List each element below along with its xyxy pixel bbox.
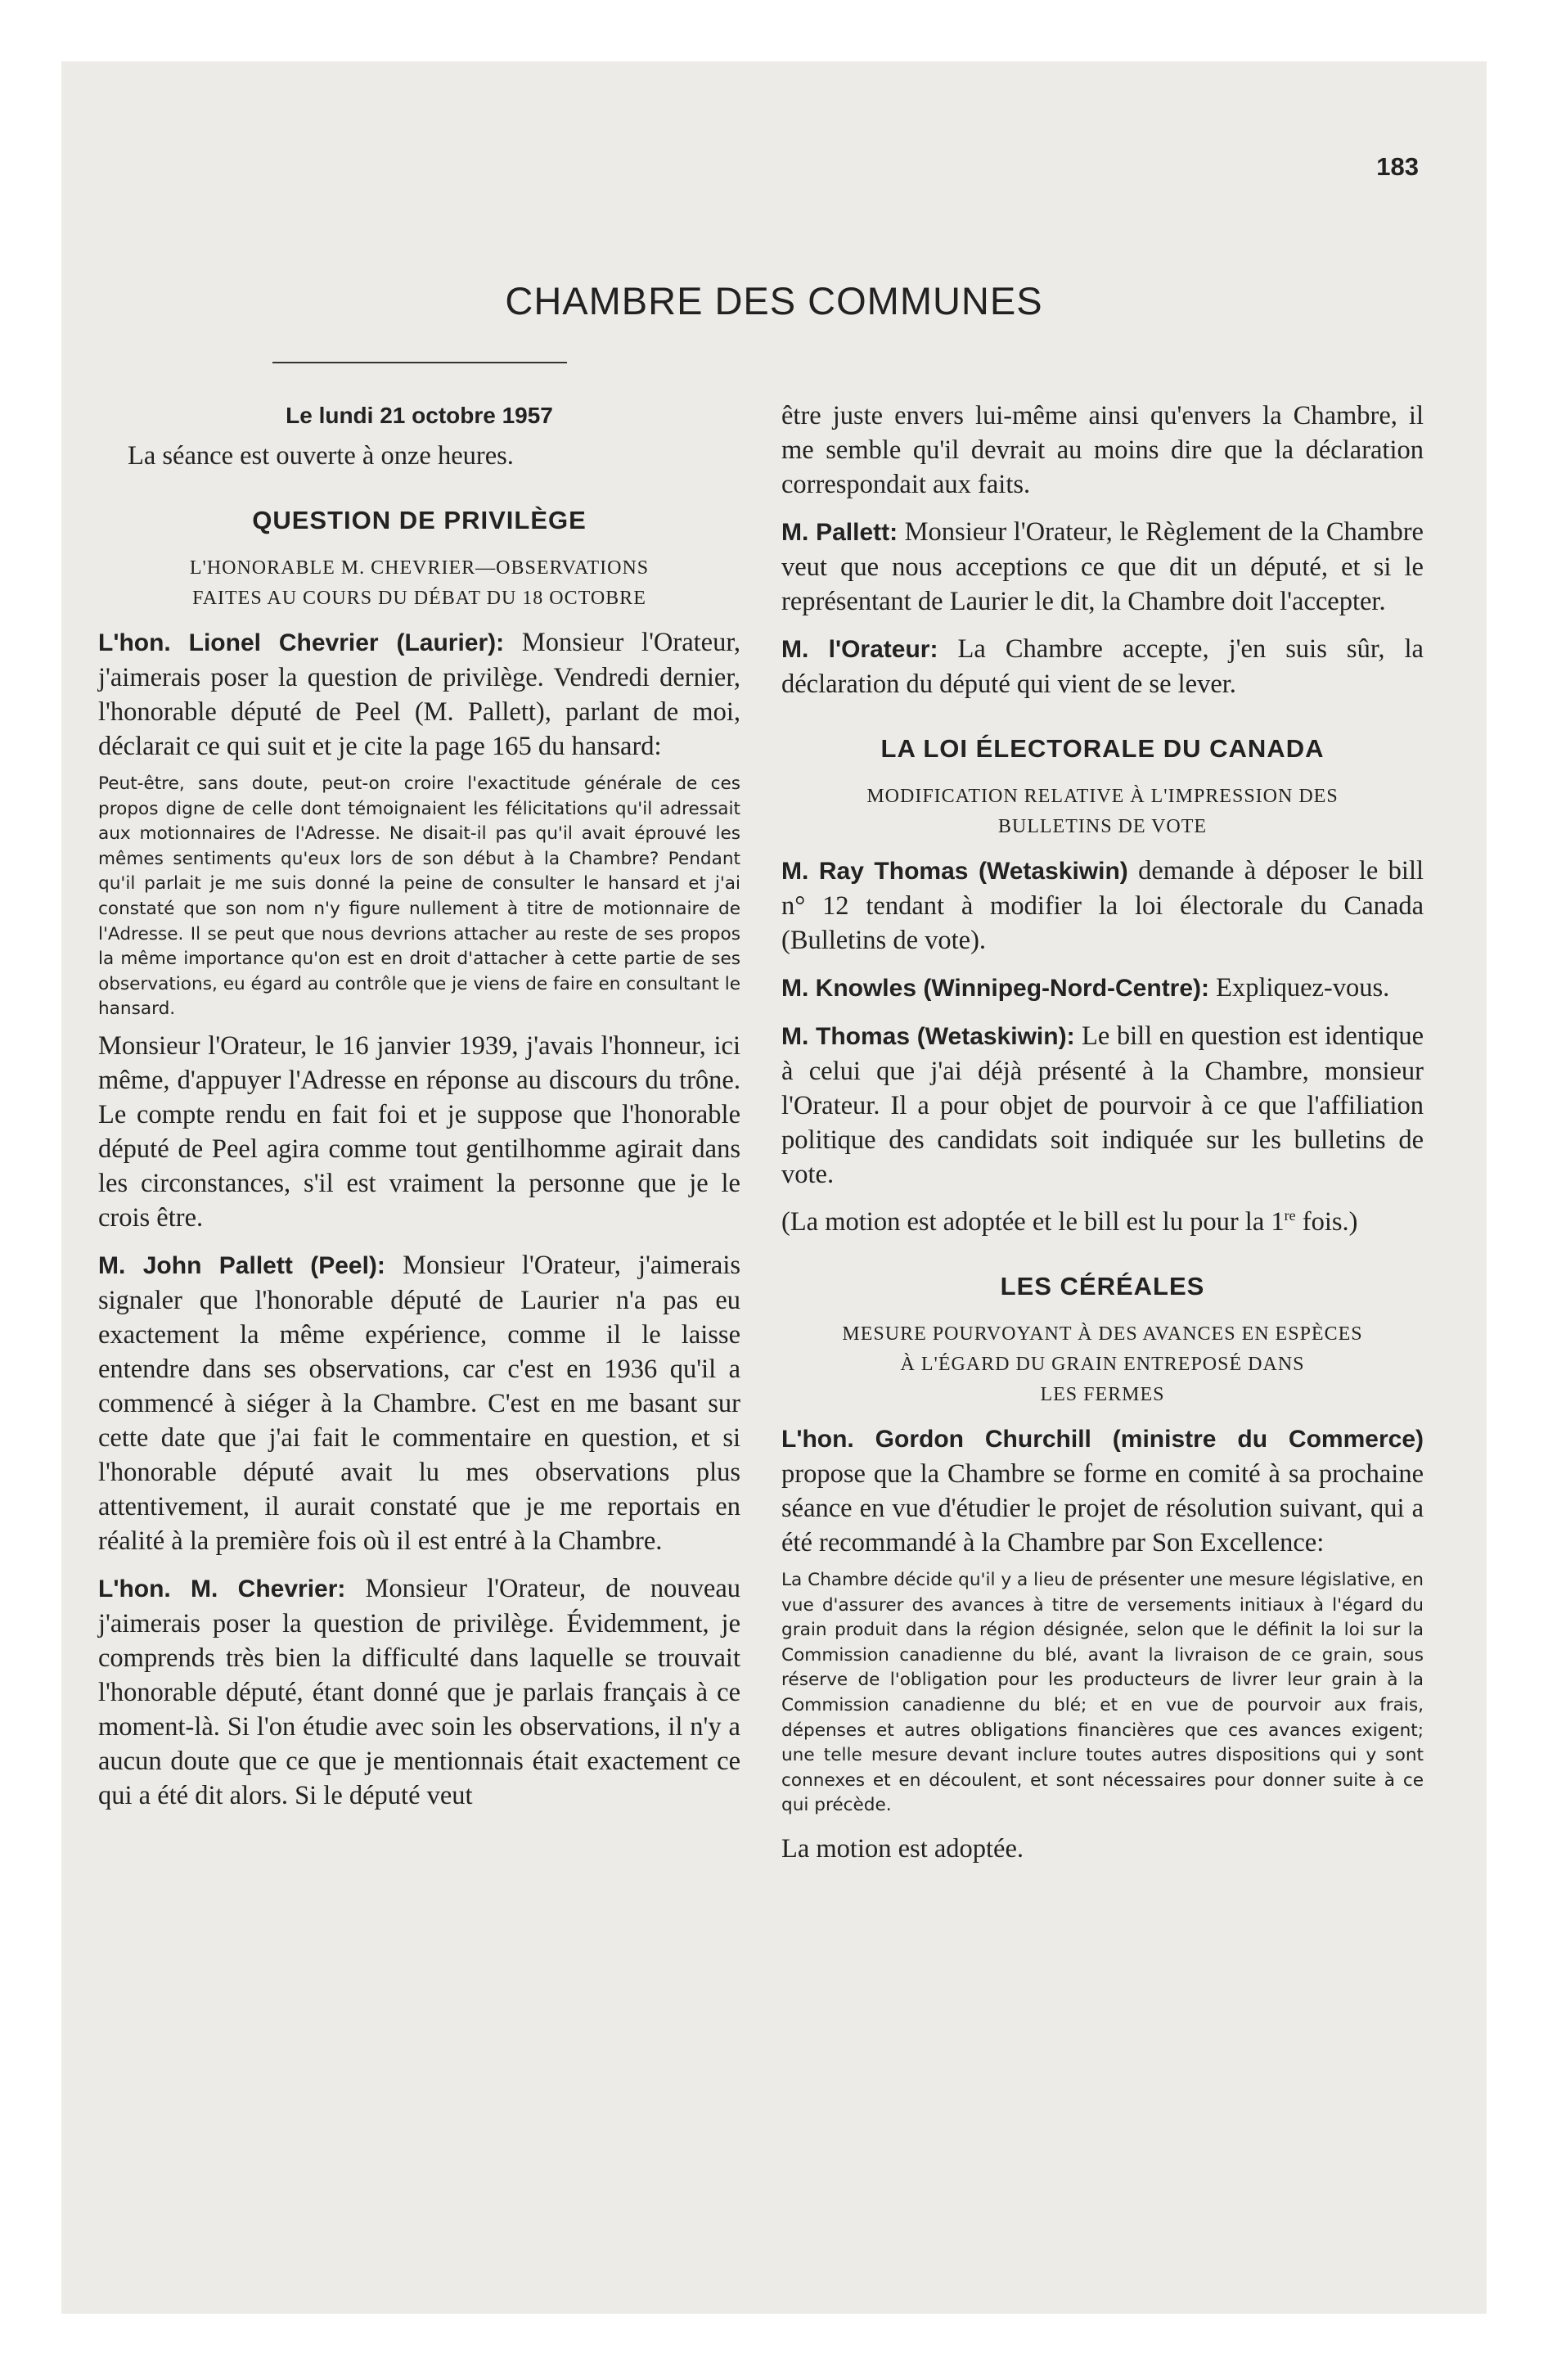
speech-thomas-2: M. Thomas (Wetaskiwin): Le bill en question est identique à celui que j'ai déjà présenté à la Chambre, monsieur l'Orateur. Il a pour objet de pourvoir à ce que l'affiliation politique des candidats soit indiquée sur les bulletins de vote. xyxy=(781,1021,1424,1189)
speech-thomas: M. Ray Thomas (Wetaskiwin) demande à déposer le bill n° 12 tendant à modifier la loi électorale du Canada (Bulletins de vote). xyxy=(781,856,1424,955)
speaker-name: M. Thomas (Wetaskiwin): xyxy=(781,1023,1075,1050)
speech-pallett-2: M. Pallett: Monsieur l'Orateur, le Règlement de la Chambre veut que nous acceptions ce que dit un député, et si le représentant de Laurier le dit, la Chambre doit l'accepter. xyxy=(781,517,1424,616)
speech-pallett: M. John Pallett (Peel): Monsieur l'Orateur, j'aimerais signaler que l'honorable député de Laurier n'a pas eu exactement la même expérience, comme il le laisse entendre dans ses observations, car c'est en 1936 qu'il a commencé à siéger à la Chambre. C'est en me basant sur cette date que j'ai fait le commentaire en question, et si l'honorable député avait lu mes observations plus attentivement, il aurait constaté que je me reportais en réalité à la première fois où il est entré à la Chambre. xyxy=(98,1250,740,1556)
speaker-name: L'hon. Gordon Churchill (ministre du Commerce) xyxy=(781,1426,1424,1453)
right-column xyxy=(781,399,1424,1866)
section-title-cereals: LES CÉRÉALES xyxy=(1000,1272,1205,1300)
speech-chevrier-2: L'hon. M. Chevrier: Monsieur l'Orateur, de nouveau j'aimerais poser la question de privilège. Évidemment, je comprends très bien la difficulté dans laquelle se trouvait l'honorable député, étant donné que je parlais français à ce moment-là. Si l'on étudie avec soin les observations, il n'y a aucun doute que ce que je mentionnais était exactement ce qui a été dit alors. Si le député veut xyxy=(98,1573,740,1810)
section-title-privilege: QUESTION DE PRIVILÈGE xyxy=(252,506,587,534)
session-date: Le lundi 21 octobre 1957 xyxy=(286,403,553,428)
speaker-name: L'hon. Lionel Chevrier (Laurier): xyxy=(98,629,505,656)
section-subtitle-privilege: L'HONORABLE M. CHEVRIER—OBSERVATIONS FAITES AU COURS DU DÉBAT DU 18 OCTOBRE xyxy=(189,557,650,609)
section-subtitle-electoral: MODIFICATION RELATIVE À L'IMPRESSION DES BULLETINS DE VOTE xyxy=(866,786,1339,837)
motion-adopted-bill: (La motion est adoptée et le bill est lu pour la 1re fois.) xyxy=(781,1207,1358,1237)
speaker-name: M. Knowles (Winnipeg-Nord-Centre): xyxy=(781,975,1210,1002)
section-title-electoral: LA LOI ÉLECTORALE DU CANADA xyxy=(880,734,1325,763)
speaker-name: M. Ray Thomas (Wetaskiwin) xyxy=(781,858,1128,885)
quoted-passage: Peut-être, sans doute, peut-on croire l'exactitude générale de ces propos digne de celle dont témoignaient les félicitations qu'il adressait aux motionnaires de l'Adresse. Ne disait-il pas qu'il avait éprouvé les mêmes sentiments qu'eux lors de son début à la Chambre? Pendant qu'il parlait je me suis donné la peine de consulter le hansard et j'ai constaté que son nom n'y figure nullement à titre de motionnaire de l'Adresse. Il se peut que nous devrions attacher au reste de ses propos la même importance qu'on est en droit d'attacher à cette partie de ses observations, eu égard au contrôle que je viens de faire en consultant le hansard. xyxy=(98,773,740,1020)
speech-chevrier-cont: Monsieur l'Orateur, le 16 janvier 1939, j'avais l'honneur, ici même, d'appuyer l'Adresse en réponse au discours du trône. Le compte rendu en fait foi et je suppose que l'honorable député de Peel agira comme tout gentilhomme agirait dans les circonstances, s'il est vraiment la personne que je le crois être. xyxy=(98,1030,740,1233)
motion-adopted: La motion est adoptée. xyxy=(781,1833,1024,1864)
opening-line: La séance est ouverte à onze heures. xyxy=(128,441,514,471)
header-rule xyxy=(272,362,567,363)
page-header: CHAMBRE DES COMMUNES xyxy=(505,279,1043,322)
left-column xyxy=(98,360,740,1813)
resolution-text: La Chambre décide qu'il y a lieu de présenter une mesure législative, en vue d'assurer des avances à titre de versements initiaux à l'égard du grain produit dans la région désignée, selon que le définit la loi sur la Commission canadienne du blé, avant la livraison de ce grain, sous réserve de l'obligation pour les producteurs de livrer leur grain à la Commission canadienne du blé; et en vue de pourvoir aux frais, dépenses et autres obligations financières que ces avances exigent; une telle mesure devant inclure toutes autres dispositions qui y sont connexes et en découlent, et sont nécessaires pour donner suite à ce qui précède. xyxy=(781,1570,1424,1816)
speech-churchill: L'hon. Gordon Churchill (ministre du Commerce) propose que la Chambre se forme en comité à sa prochaine séance en vue d'étudier le projet de résolution suivant, qui a été recommandé à la Chambre par Son Excellence: xyxy=(781,1426,1424,1557)
speaker-name: M. John Pallett (Peel): xyxy=(98,1251,385,1279)
speech-speaker: M. l'Orateur: La Chambre accepte, j'en suis sûr, la déclaration du député qui vient de se lever. xyxy=(781,634,1424,699)
speaker-name: M. l'Orateur: xyxy=(781,636,938,663)
page-number: 183 xyxy=(1376,152,1419,181)
speech-continuation: être juste envers lui-même ainsi qu'envers la Chambre, il me semble qu'il devrait au moins dire que la déclaration correspondait aux faits. xyxy=(781,401,1424,499)
section-subtitle-cereals: MESURE POURVOYANT À DES AVANCES EN ESPÈCES À L'ÉGARD DU GRAIN ENTREPOSÉ DANS LES FERMES xyxy=(842,1323,1363,1405)
speech-chevrier: L'hon. Lionel Chevrier (Laurier): Monsieur l'Orateur, j'aimerais poser la question de privilège. Vendredi dernier, l'honorable député de Peel (M. Pallett), parlant de moi, déclarait ce qui suit et je cite la page 165 du hansard: xyxy=(98,628,740,761)
speaker-name: M. Pallett: xyxy=(781,519,898,546)
speech-knowles: M. Knowles (Winnipeg-Nord-Centre): Expliquez-vous. xyxy=(781,973,1390,1003)
speaker-name: L'hon. M. Chevrier: xyxy=(98,1575,346,1602)
